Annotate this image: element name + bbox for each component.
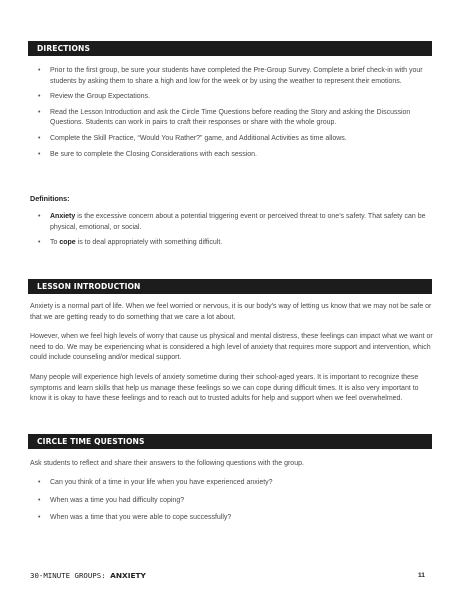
list-item: • Prior to the first group, be sure your students have completed the Pre-Group Survey. Complete a brief check-in with your students by asking them to share a high and low for the week or by using the weather to represent their emotions. xyxy=(38,66,430,87)
directions-list xyxy=(38,66,430,160)
list-item: • Read the Lesson Introduction and ask the Circle Time Questions before reading the Story and asking the Discussion Questions. Students can work in pairs to craft their responses or share with the whole group. xyxy=(38,108,430,129)
intro-paragraph: Many people will experience high levels of anxiety sometime during their school-aged years. It is important to recognize these symptoms and learn skills that help us manage these feelings so we can cope during difficult times. It is also very important to know it is okay to have these feelings and to reach out to trusted adults for help and support when we feel overwhelmed. xyxy=(30,374,419,403)
page-number: 11 xyxy=(418,572,425,579)
intro-paragraph: Anxiety is a normal part of life. When we feel worried or nervous, it is our body’s way of letting us know that we may not be safe or that we are getting ready to do something that we care a lot about. xyxy=(30,303,432,321)
definition-anxiety xyxy=(38,212,430,233)
definition-text: is to deal appropriately with something difficult. xyxy=(75,239,223,247)
list-item: • Complete the Skill Practice, “Would You Rather?” game, and Additional Activities as time allows. xyxy=(38,134,430,145)
question-item: • When was a time that you were able to cope successfully? xyxy=(38,513,430,524)
footer-book-title xyxy=(30,571,146,580)
list-item: • Review the Group Expectations. xyxy=(38,92,430,103)
book-series: 30-MINUTE GROUPS: xyxy=(30,571,106,580)
definition-prefix: To xyxy=(50,239,60,247)
term-anxiety: Anxiety xyxy=(50,213,76,220)
directions-header: DIRECTIONS xyxy=(28,41,432,56)
definitions-list xyxy=(38,212,430,249)
definition-text: is the excessive concern about a potential triggering event or perceived threat to one’s safety. That safety can be physical, emotional, or social. xyxy=(50,213,426,231)
lesson-intro-header: LESSON INTRODUCTION xyxy=(28,279,432,294)
intro-paragraph: However, when we feel high levels of worry that cause us physical and mental distress, these feelings can impact what we want or need to do. We may be experiencing what is considered a high level of anxiety that requires more support and intervention, which could include counseling and/or medical support. xyxy=(30,333,433,362)
definition-cope xyxy=(38,238,430,249)
question-item: • When was a time you had difficulty coping? xyxy=(38,496,430,507)
list-item: • Be sure to complete the Closing Considerations with each session. xyxy=(38,150,430,161)
circle-time-header: CIRCLE TIME QUESTIONS xyxy=(28,434,432,449)
book-subject: ANXIETY xyxy=(110,571,146,580)
term-cope: cope xyxy=(59,239,76,247)
question-item: • Can you think of a time in your life when you have experienced anxiety? xyxy=(38,478,430,489)
circle-time-questions xyxy=(38,478,430,524)
circle-time-intro: Ask students to reflect and share their answers to the following questions with the group. xyxy=(30,460,304,467)
definitions-heading: Definitions: xyxy=(30,194,70,203)
